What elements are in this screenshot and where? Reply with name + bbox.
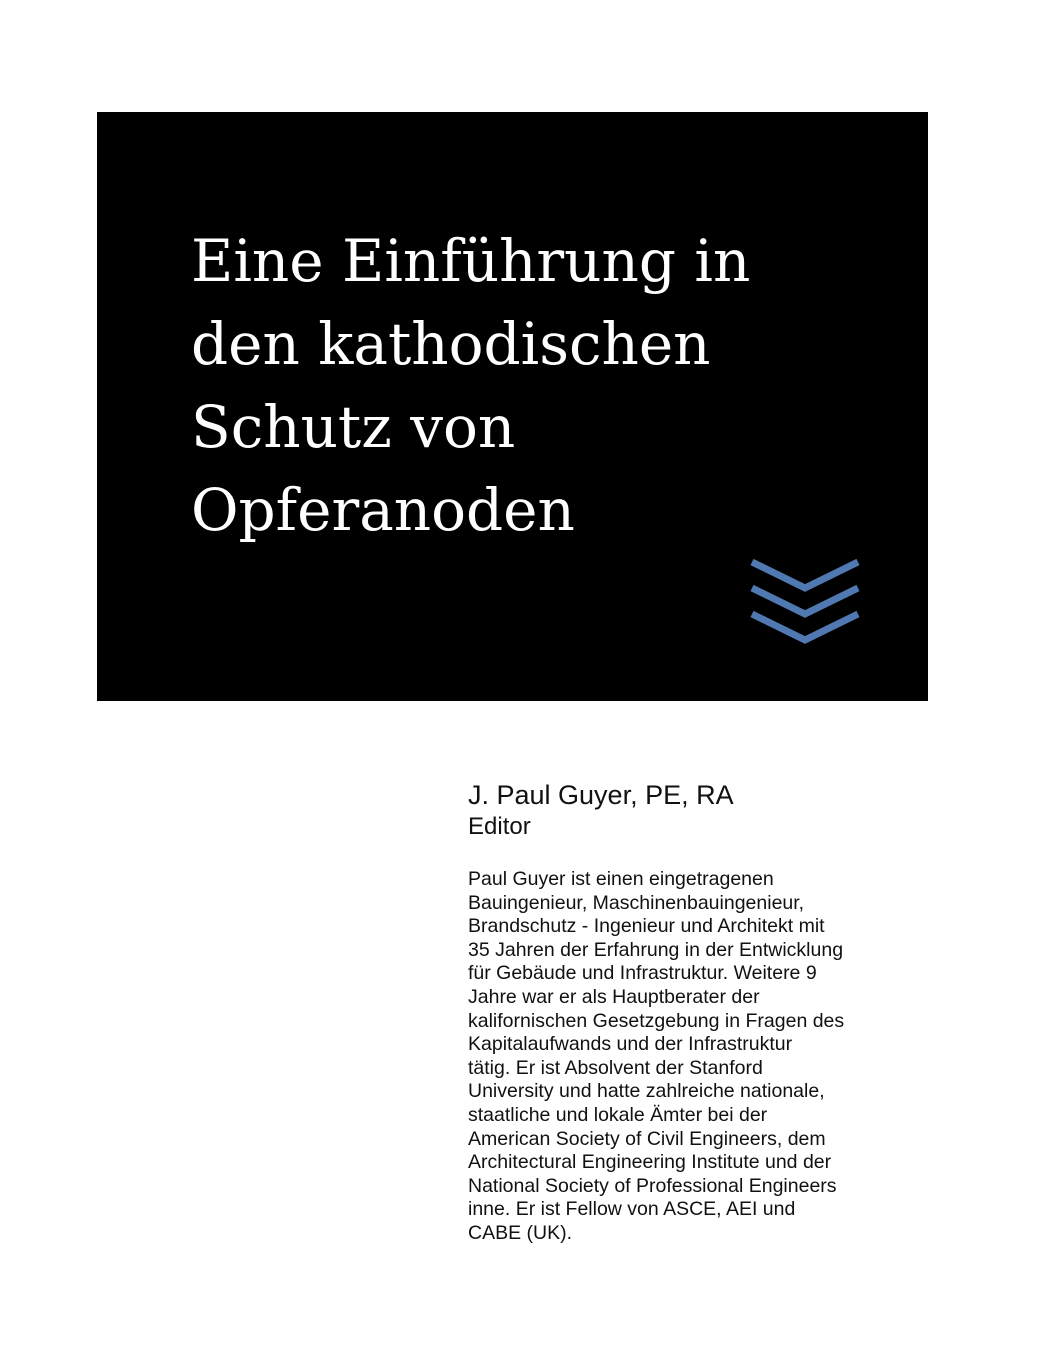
bio-line: National Society of Professional Engineers <box>468 1174 837 1197</box>
bio-line: Jahre war er als Hauptberater der <box>468 985 760 1008</box>
book-title <box>191 220 891 552</box>
author-name: J. Paul Guyer, PE, RA <box>468 780 734 810</box>
bio-line: für Gebäude und Infrastruktur. Weitere 9 <box>468 962 817 985</box>
bio-line: inne. Er ist Fellow von ASCE, AEI und <box>468 1198 796 1221</box>
author-block <box>468 778 888 842</box>
bio-line: Paul Guyer ist einen eingetragenen <box>468 868 774 890</box>
cover-panel <box>97 112 928 701</box>
bio-line: Brandschutz - Ingenieur und Architekt mit <box>468 915 825 938</box>
title-line: Schutz von <box>191 393 516 461</box>
bio-line: kalifornischen Gesetzgebung in Fragen des <box>468 1009 845 1032</box>
title-line: den kathodischen <box>191 310 711 378</box>
title-line: Eine Einführung in <box>191 227 751 295</box>
bio-line: CABE (UK). <box>468 1221 573 1244</box>
chevron-middle <box>752 588 858 614</box>
chevron-top <box>752 562 858 588</box>
bio-line: 35 Jahren der Erfahrung in der Entwicklung <box>468 938 844 961</box>
bio-line: American Society of Civil Engineers, dem <box>468 1127 826 1150</box>
bio-line: University und hatte zahlreiche nationale, <box>468 1080 825 1103</box>
title-line: Opferanoden <box>191 476 575 544</box>
triple-chevron-down-icon <box>750 556 862 648</box>
bio-line: tätig. Er ist Absolvent der Stanford <box>468 1056 763 1079</box>
chevron-bottom <box>752 614 858 640</box>
author-role: Editor <box>468 813 531 840</box>
bio-line: staatliche und lokale Ämter bei der <box>468 1103 768 1126</box>
bio-line: Architectural Engineering Institute und der <box>468 1151 832 1174</box>
bio-line: Kapitalaufwands und der Infrastruktur <box>468 1033 793 1056</box>
author-bio <box>468 868 888 1246</box>
bio-line: Bauingenieur, Maschinenbauingenieur, <box>468 891 805 914</box>
